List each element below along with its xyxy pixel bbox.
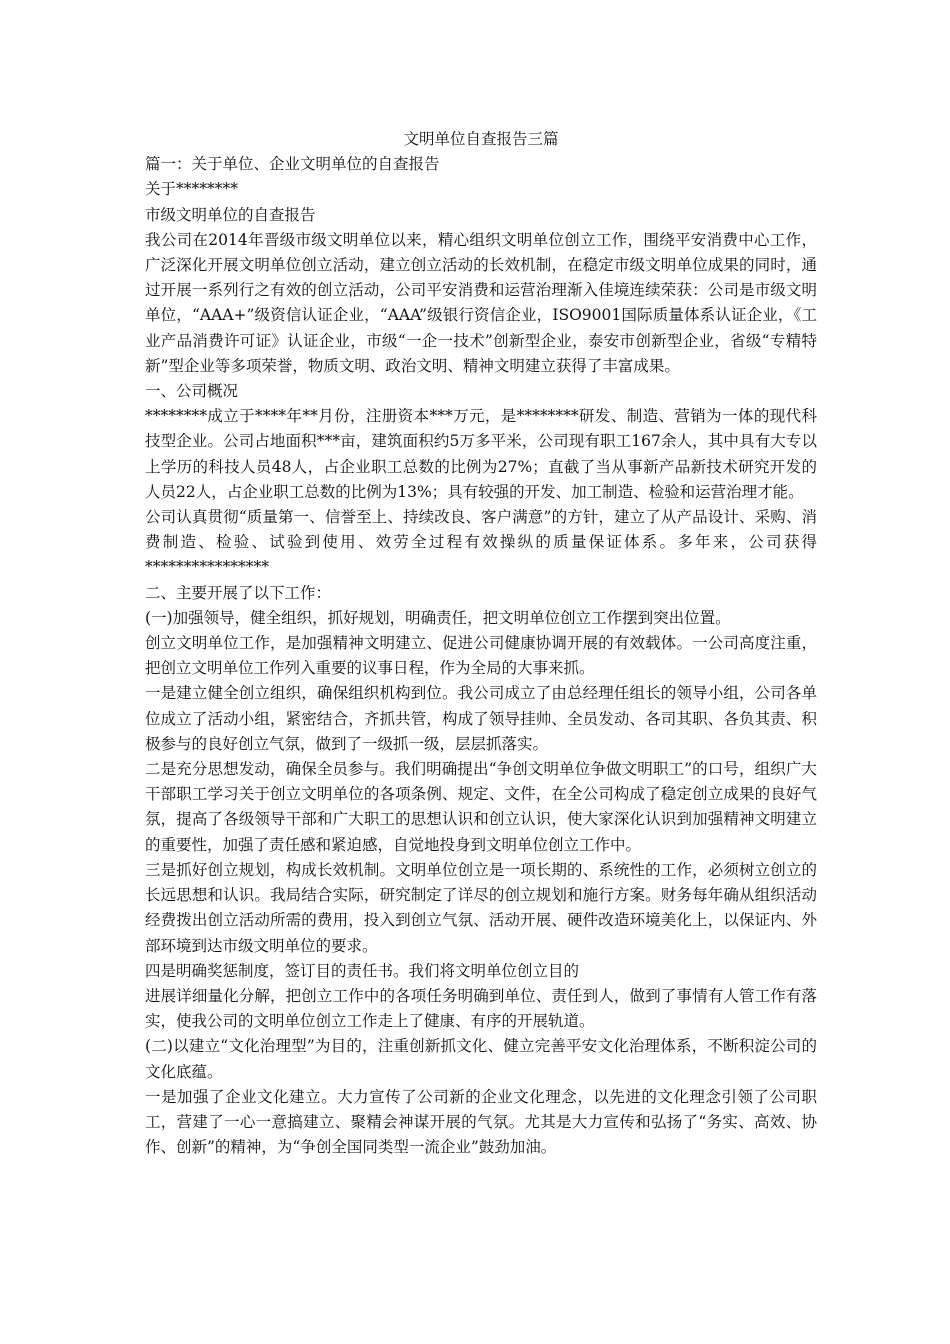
paragraph: 市级文明单位的自查报告 bbox=[145, 205, 316, 224]
section-heading: 二、主要开展了以下工作： bbox=[145, 583, 332, 602]
paragraph: 创立文明单位工作，是加强精神文明建立、促进公司健康协调开展的有效载体。一公司高度注重，把创立文明单位工作列入重要的议事日程，作为全局的大事来抓。 bbox=[145, 634, 817, 678]
paragraph: 我公司在2014年晋级市级文明单位以来，精心组织文明单位创立工作，围绕平安消费中心工作，广泛深化开展文明单位创立活动，建立创立活动的长效机制，在稳定市级文明单位成果的同时，通过开展一系列行之有效的创立活动，公司平安消费和运营治理渐入佳境连续荣获：公司是市级文明单位，“AAA+”级资信认证企业，“AAA”级银行资信企业，ISO9001国际质量体系认证企业，《工业产品消费许可证》认证企业，市级“一企一技术”创新型企业，泰安市创新型企业，省级“专精特新”型企业等多项荣誉，物质文明、政治文明、精神文明建立获得了丰富成果。 bbox=[145, 230, 817, 375]
paragraph: 一是加强了企业文化建立。大力宣传了公司新的企业文化理念，以先进的文化理念引领了公司职工，营建了一心一意搞建立、聚精会神谋开展的气氛。尤其是大力宣传和弘扬了“务实、高效、协作、创新”的精神，为“争创全国同类型一流企业”鼓劲加油。 bbox=[145, 1087, 817, 1157]
paragraph: ********成立于****年**月份，注册资本***万元，是********研发、制造、营销为一体的现代科技型企业。公司占地面积***亩，建筑面积约5万多平米，公司现有职工167余人，其中具有大专以上学历的科技人员48人，占企业职工总数的比例为27%；直截了当从事新产品新技术研究开发的人员22人，占企业职工总数的比例为13%；具有较强的开发、加工制造、检验和运营治理才能。 bbox=[145, 407, 817, 501]
document-title: 文明单位自查报告三篇 bbox=[403, 130, 559, 148]
paragraph: 二是充分思想发动，确保全员参与。我们明确提出“争创文明单位争做文明职工”的口号，组织广大干部职工学习关于创立文明单位的各项条例、规定、文件，在全公司构成了稳定创立成果的良好气氛，提高了各级领导干部和广大职工的思想认识和创立认识，使大家深化认识到加强精神文明建立的重要性，加强了责任感和紧迫感，自觉地投身到文明单位创立工作中。 bbox=[145, 760, 817, 854]
section-heading: 一、公司概况 bbox=[145, 382, 239, 401]
paragraph: 四是明确奖惩制度，签订目的责任书。我们将文明单位创立目的 bbox=[145, 961, 580, 980]
paragraph: 三是抓好创立规划，构成长效机制。文明单位创立是一项长期的、系统性的工作，必须树立创立的长远思想和认识。我局结合实际，研究制定了详尽的创立规划和施行方案。财务每年确从组织活动经费拨出创立活动所需的费用，投入到创立气氛、活动开展、硬件改造环境美化上，以保证内、外部环境到达市级文明单位的要求。 bbox=[145, 860, 817, 955]
paragraph: 公司认真贯彻“质量第一、信誉至上、持续改良、客户满意”的方针，建立了从产品设计、采购、消费制造、检验、试验到使用、效劳全过程有效操纵的质量保证体系。多年来，公司获得**************** bbox=[145, 508, 817, 577]
paragraph: 一是建立健全创立组织，确保组织机构到位。我公司成立了由总经理任组长的领导小组，公司各单位成立了活动小组，紧密结合，齐抓共管，构成了领导挂帅、全员发动、各司其职、各负其责、积极参与的良好创立气氛，做到了一级抓一级，层层抓落实。 bbox=[145, 684, 817, 753]
paragraph: 篇一：关于单位、企业文明单位的自查报告 bbox=[145, 155, 440, 174]
paragraph: 关于******** bbox=[145, 180, 239, 199]
paragraph: (二)以建立“文化治理型”为目的，注重创新抓文化、健立完善平安文化治理体系，不断积淀公司的文化底蕴。 bbox=[145, 1037, 817, 1081]
paragraph: (一)加强领导，健全组织，抓好规划，明确责任，把文明单位创立工作摆到突出位置。 bbox=[145, 608, 731, 627]
paragraph: 进展详细量化分解，把创立工作中的各项任务明确到单位、责任到人，做到了事情有人管工作有落实，使我公司的文明单位创立工作走上了健康、有序的开展轨道。 bbox=[145, 986, 817, 1031]
document-body bbox=[145, 127, 817, 1160]
